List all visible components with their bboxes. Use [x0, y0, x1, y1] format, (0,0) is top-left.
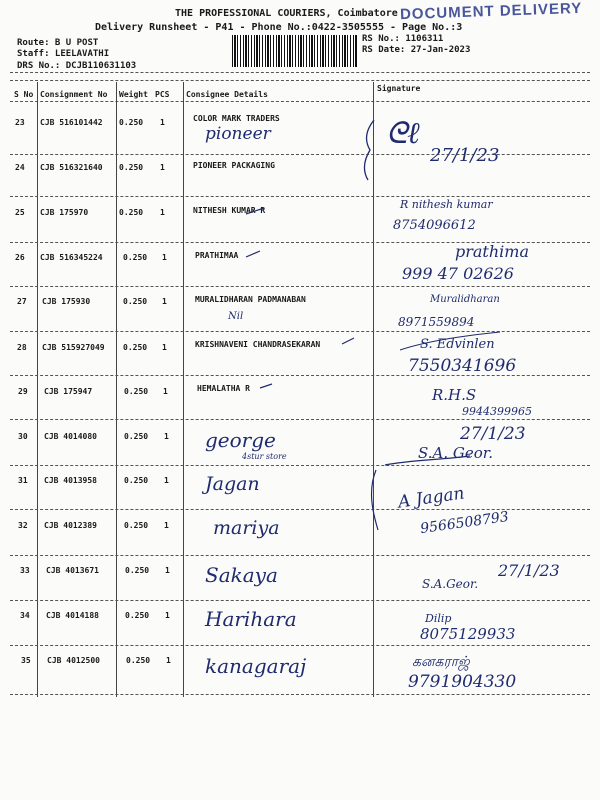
row-pcs: 1: [162, 297, 167, 306]
row-pcs: 1: [163, 387, 168, 396]
col-sno: S No: [14, 90, 34, 99]
row-sno: 32: [18, 521, 28, 530]
drs-number: DRS No.: DCJB110631103: [17, 61, 137, 71]
row-consignment: CJB 515927049: [42, 343, 105, 352]
row-pcs: 1: [164, 476, 169, 485]
row-sno: 27: [17, 297, 27, 306]
divider: [10, 80, 590, 81]
row-consignment: CJB 175930: [42, 297, 91, 306]
row-sno: 31: [18, 476, 28, 485]
handwritten-signature: A Jagan: [396, 483, 466, 513]
row-sno: 34: [20, 611, 30, 620]
row-consignment: CJB 516321640: [40, 163, 103, 172]
rs-date: RS Date: 27-Jan-2023: [362, 45, 471, 55]
handwritten-signature: கனகராஜ்: [412, 654, 470, 670]
handwritten-phone: 7550341696: [408, 356, 517, 376]
handwritten-date: 27/1/23: [430, 145, 500, 166]
handwritten-phone: 9791904330: [408, 672, 517, 692]
row-weight: 0.250: [123, 253, 148, 262]
row-weight: 0.250: [119, 118, 144, 127]
row-sno: 29: [18, 387, 28, 396]
row-pcs: 1: [160, 208, 165, 217]
row-weight: 0.250: [125, 566, 150, 575]
staff-label: Staff: LEELAVATHI: [17, 49, 110, 59]
row-weight: 0.250: [125, 611, 150, 620]
row-consignment: CJB 4014188: [46, 611, 99, 620]
row-sno: 30: [18, 432, 28, 441]
row-pcs: 1: [164, 432, 169, 441]
handwritten-receiver: R nithesh kumar: [400, 198, 493, 211]
handwritten-receiver: Muralidharan: [430, 294, 500, 305]
company-name: THE PROFESSIONAL COURIERS, Coimbatore: [175, 8, 398, 19]
row-consignee: KRISHNAVENI CHANDRASEKARAN: [195, 340, 321, 349]
row-sno: 25: [15, 208, 25, 217]
row-sno: 24: [15, 163, 25, 172]
handwritten-receiver: R.H.S: [432, 386, 477, 404]
row-consignee: NITHESH KUMAR R: [193, 206, 266, 215]
row-weight: 0.250: [123, 297, 148, 306]
row-pcs: 1: [162, 343, 167, 352]
handwritten-phone: 8075129933: [420, 625, 516, 643]
row-weight: 0.250: [119, 208, 144, 217]
handwritten-phone: 8754096612: [393, 218, 476, 233]
handwritten-consignee: kanagaraj: [205, 654, 307, 678]
handwritten-signature: ᘓℓ: [386, 116, 420, 151]
row-consignment: CJB 175970: [40, 208, 89, 217]
row-sno: 28: [17, 343, 27, 352]
barcode: [232, 35, 357, 67]
handwritten-receiver: prathima: [455, 242, 529, 261]
row-consignee: PRATHIMAA: [195, 251, 239, 260]
row-sno: 23: [15, 118, 25, 127]
row-pcs: 1: [164, 521, 169, 530]
row-pcs: 1: [165, 611, 170, 620]
row-weight: 0.250: [126, 656, 151, 665]
handwritten-consignee: Sakaya: [205, 563, 278, 587]
col-consignment: Consignment No: [40, 90, 108, 99]
row-weight: 0.250: [124, 387, 149, 396]
row-weight: 0.250: [119, 163, 144, 172]
handwritten-signature: S.A.Geor.: [422, 577, 479, 591]
column-rule: [116, 82, 117, 697]
row-weight: 0.250: [123, 343, 148, 352]
row-pcs: 1: [160, 163, 165, 172]
rs-number: RS No.: 1106311: [362, 34, 444, 44]
row-consignee: HEMALATHA R: [197, 384, 250, 393]
row-sno: 26: [15, 253, 25, 262]
row-pcs: 1: [160, 118, 165, 127]
handwritten-phone: 8971559894: [398, 315, 475, 329]
row-consignment: CJB 516345224: [40, 253, 103, 262]
col-pcs: PCS: [155, 90, 170, 99]
handwritten-date: 27/1/23: [498, 561, 560, 580]
row-consignment: CJB 4014080: [44, 432, 97, 441]
row-weight: 0.250: [124, 521, 149, 530]
row-weight: 0.250: [124, 476, 149, 485]
column-rule: [37, 82, 38, 697]
divider: [10, 101, 590, 102]
runsheet-title: Delivery Runsheet - P41 - Phone No.:0422-3505555 - Page No.:3: [95, 22, 463, 33]
row-pcs: 1: [166, 656, 171, 665]
col-consignee: Consignee Details: [186, 90, 268, 99]
handwritten-note: 4stur store: [242, 452, 287, 461]
row-pcs: 1: [165, 566, 170, 575]
row-consignee: COLOR MARK TRADERS: [193, 114, 280, 123]
handwritten-consignee: george: [205, 428, 276, 452]
route-label: Route: B U POST: [17, 38, 99, 48]
col-signature: Signature: [377, 84, 421, 93]
row-consignment: CJB 516101442: [40, 118, 103, 127]
row-consignee: PIONEER PACKAGING: [193, 161, 275, 170]
row-consignment: CJB 4013958: [44, 476, 97, 485]
handwritten-consignee: mariya: [213, 517, 280, 539]
handwritten-consignee: Harihara: [205, 607, 297, 631]
row-pcs: 1: [162, 253, 167, 262]
row-consignment: CJB 4012500: [47, 656, 100, 665]
handwritten-consignee: pioneer: [205, 124, 271, 144]
row-consignment: CJB 175947: [44, 387, 93, 396]
row-consignment: CJB 4012389: [44, 521, 97, 530]
divider: [10, 72, 590, 73]
handwritten-consignee: Jagan: [205, 473, 260, 495]
row-consignee: MURALIDHARAN PADMANABAN: [195, 295, 306, 304]
column-rule: [183, 82, 184, 697]
row-weight: 0.250: [124, 432, 149, 441]
row-consignment: CJB 4013671: [46, 566, 99, 575]
handwritten-phone: 999 47 02626: [402, 264, 514, 283]
row-sno: 33: [20, 566, 30, 575]
handwritten-date: 27/1/23: [460, 424, 526, 444]
handwritten-phone: 9944399965: [462, 405, 532, 418]
handwritten-signature: Dilip: [425, 612, 452, 625]
handwritten-receiver: S. Edvinlen: [420, 337, 495, 352]
pen-marks: [240, 120, 600, 700]
row-sno: 35: [21, 656, 31, 665]
handwritten-consignee: Nil: [228, 311, 244, 322]
handwritten-signature: S.A. Geor.: [418, 444, 494, 462]
col-weight: Weight: [119, 90, 148, 99]
document-delivery-stamp: DOCUMENT DELIVERY: [399, 0, 583, 24]
handwritten-phone: 9566508793: [419, 508, 510, 538]
